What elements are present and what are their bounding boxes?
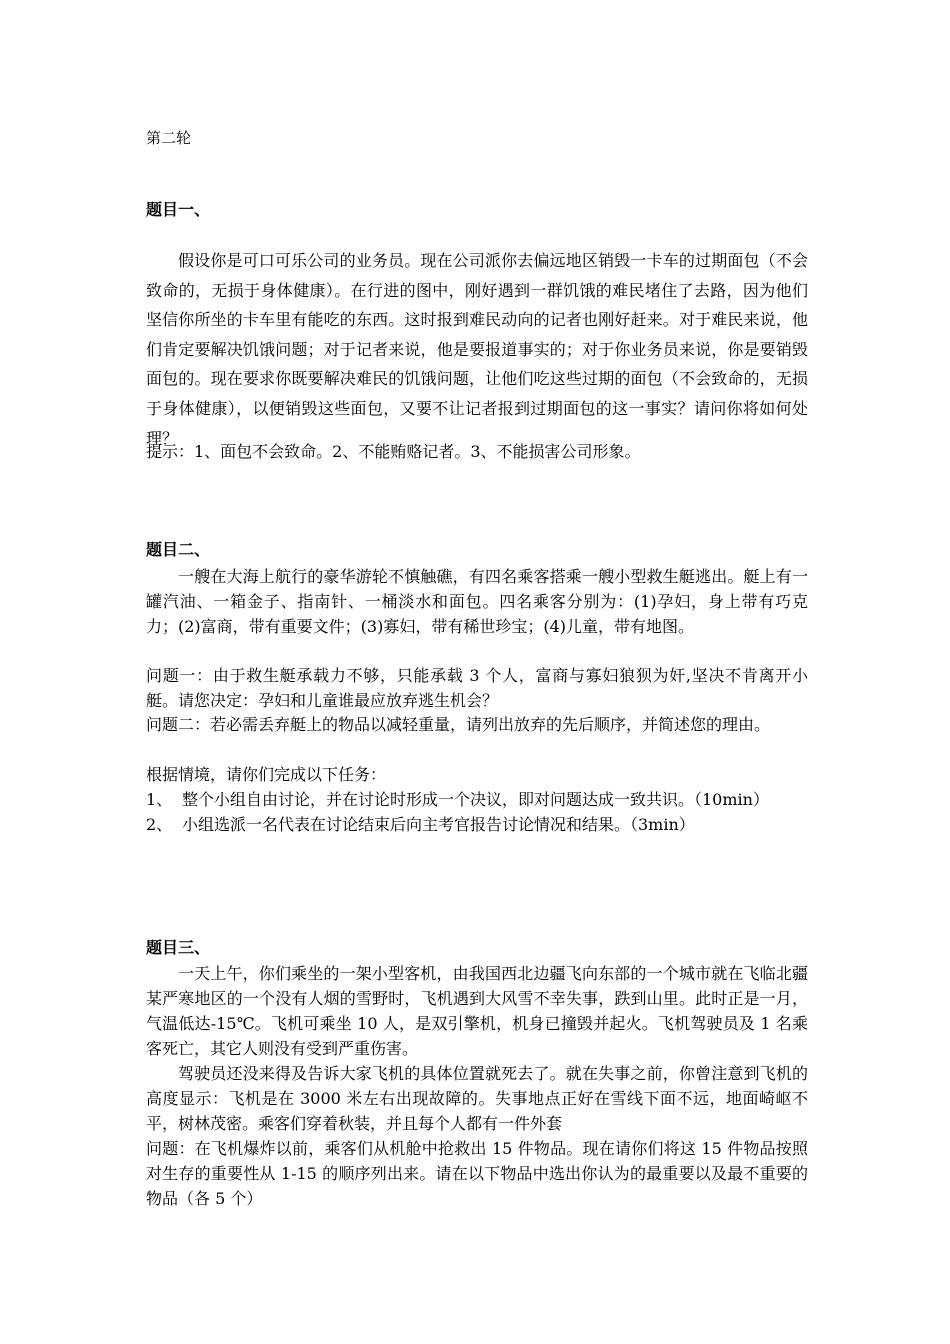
q3-question: 问题：在飞机爆炸以前，乘客们从机舱中抢救出 15 件物品。现在请你们将这 15 件物品按照对生存的重要性从 1-15 的顺序列出来。请在以下物品中选出你认为的最重要以及最不重要的物品（各 5 个）	[146, 1139, 808, 1208]
q2-body: 一艘在大海上航行的豪华游轮不慎触礁，有四名乘客搭乘一艘小型救生艇逃出。艇上有一罐汽油、一箱金子、指南针、一桶淡水和面包。四名乘客分别为：(1)孕妇，身上带有巧克力；(2)富商，带有重要文件；(3)寡妇，带有稀世珍宝；(4)儿童，带有地图。	[146, 567, 808, 636]
task-text: 小组选派一名代表在讨论结束后向主考官报告讨论情况和结果。（3min）	[182, 814, 695, 834]
q2-question2: 问题二：若必需丢弃艇上的物品以减轻重量，请列出放弃的先后顺序，并简述您的理由。	[146, 715, 771, 734]
task-text: 整个小组自由讨论，并在讨论时形成一个决议，即对问题达成一致共识。（10min）	[182, 790, 769, 809]
q3-title: 题目三、	[146, 938, 211, 957]
q2-task-intro: 根据情境，请你们完成以下任务：	[146, 765, 387, 784]
q3-para2: 驾驶员还没来得及告诉大家飞机的具体位置就死去了。就在失事之前，你曾注意到飞机的高度显示：飞机是在 3000 米左右出现故障的。失事地点正好在雪线下面不远，地面崎岖不平，树林茂密。乘客们穿着秋装，并且每个人都有一件外套	[146, 1064, 808, 1133]
q1-title: 题目一、	[146, 200, 211, 219]
q1-body: 假设你是可口可乐公司的业务员。现在公司派你去偏远地区销毁一卡车的过期面包（不会致命的，无损于身体健康）。在行进的图中，刚好遇到一群饥饿的难民堵住了去路，因为他们坚信你所坐的卡车里有能吃的东西。这时报到难民动向的记者也刚好赶来。对于难民来说，他们肯定要解决饥饿问题；对于记者来说，他是要报道事实的；对于你业务员来说，你是要销毁面包的。现在要求你既要解决难民的饥饿问题，让他们吃这些过期的面包（不会致命的，无损于身体健康），以便销毁这些面包，又要不让记者报到过期面包的这一事实？请问你将如何处理？	[146, 251, 808, 448]
round-label: 第二轮	[146, 129, 192, 147]
q2-title: 题目二、	[146, 540, 211, 559]
q3-para1: 一天上午，你们乘坐的一架小型客机，由我国西北边疆飞向东部的一个城市就在飞临北疆某严寒地区的一个没有人烟的雪野时，飞机遇到大风雪不幸失事，跌到山里。此时正是一月，气温低达-15℃。飞机可乘坐 10 人，是双引擎机，机身已撞毁并起火。飞机驾驶员及 1 名乘客死亡，其它人则没有受到严重伤害。	[146, 964, 808, 1058]
q2-task-list	[146, 788, 808, 838]
q1-hint: 提示：1、面包不会致命。2、不能贿赂记者。3、不能损害公司形象。	[146, 442, 641, 461]
task-item	[146, 813, 808, 838]
task-number: 1、	[146, 790, 173, 809]
q2-question1: 问题一：由于救生艇承载力不够，只能承载 3 个人，富商与寡妇狼狈为奸,坚决不肯离开小艇。请您决定：孕妇和儿童谁最应放弃逃生机会？	[146, 666, 808, 710]
task-item	[146, 788, 808, 813]
task-number: 2、	[146, 814, 173, 834]
